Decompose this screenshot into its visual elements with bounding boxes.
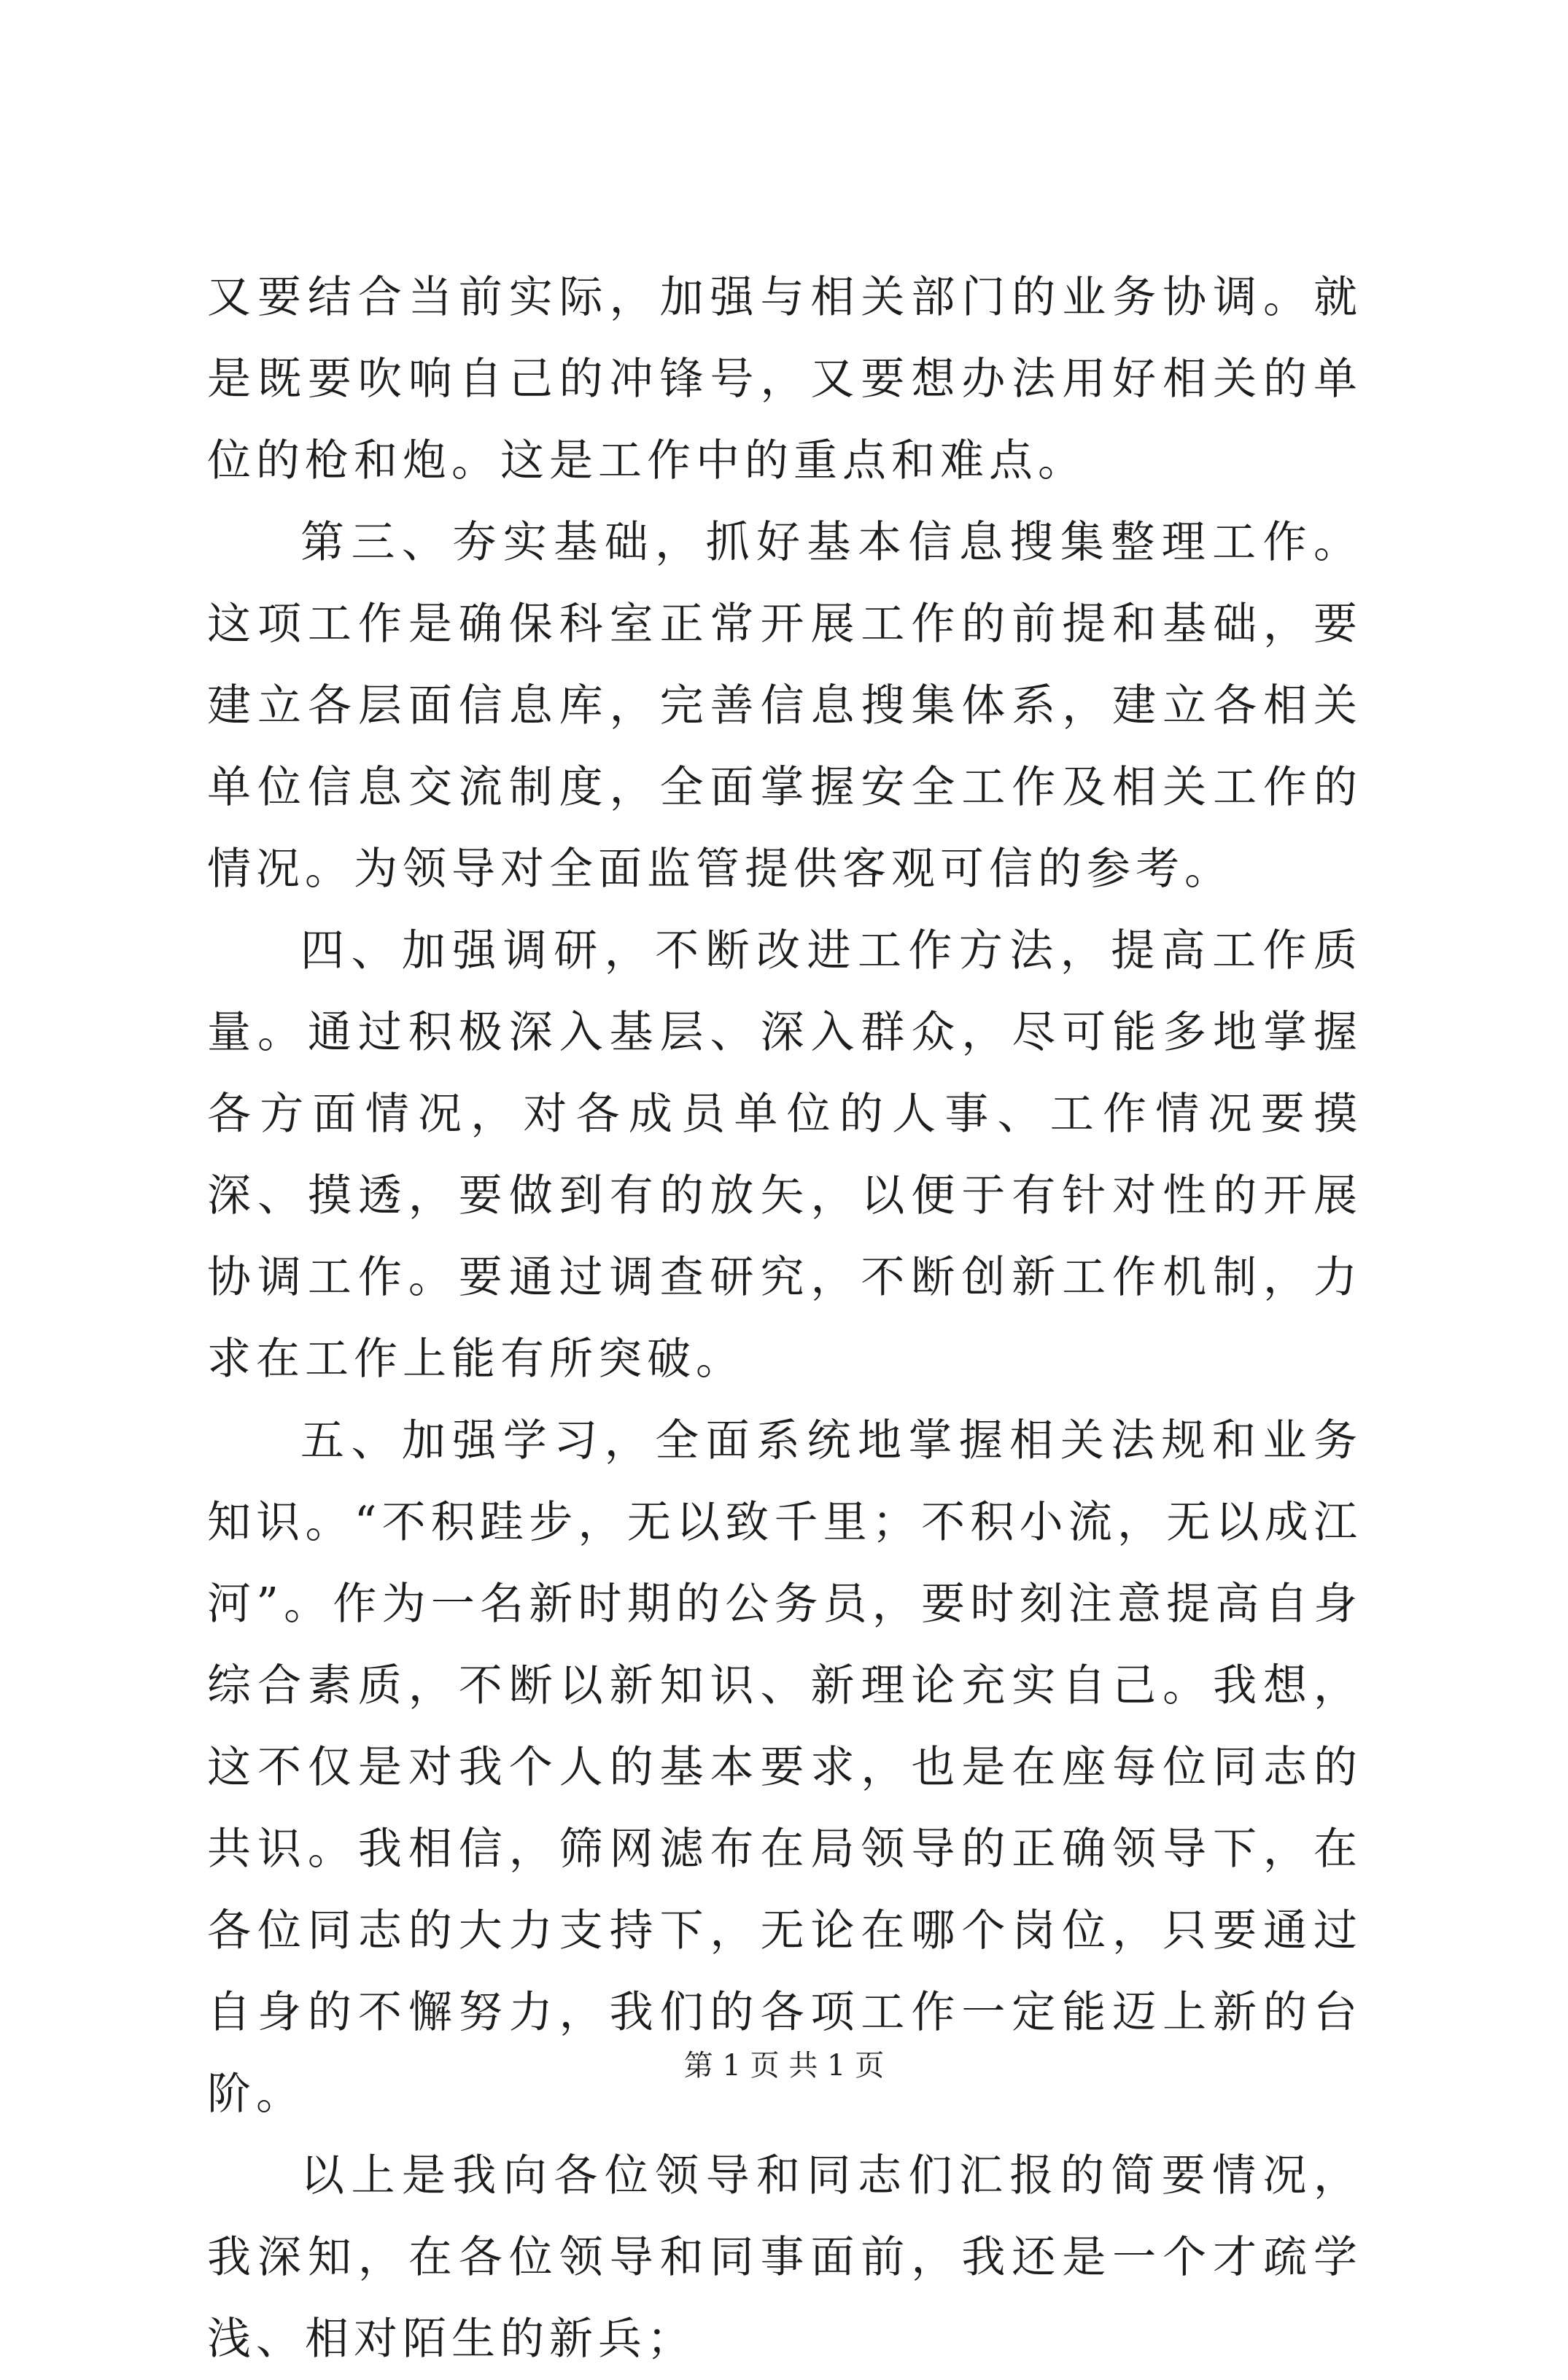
page-footer: 第 1 页 共 1 页 (683, 2049, 885, 2082)
paragraph-1: 又要结合当前实际，加强与相关部门的业务协调。就是既要吹响自己的冲锋号，又要想办法用好相关的单位的枪和炮。这是工作中的重点和难点。 (207, 272, 1362, 486)
paragraph-2: 第三、夯实基础，抓好基本信息搜集整理工作。这项工作是确保科室正常开展工作的前提和基础，要建立各层面信息库，完善信息搜集体系，建立各相关单位信息交流制度，全面掌握安全工作及相关工作的情况。为领导对全面监管提供客观可信的参考。 (207, 517, 1362, 895)
paragraph-3: 四、加强调研，不断改进工作方法，提高工作质量。通过积极深入基层、深入群众，尽可能多地掌握各方面情况，对各成员单位的人事、工作情况要摸深、摸透，要做到有的放矢，以便于有针对性的开展协调工作。要通过调查研究，不断创新工作机制，力求在工作上能有所突破。 (207, 925, 1362, 1385)
paragraph-4: 五、加强学习，全面系统地掌握相关法规和业务知识。“不积跬步，无以致千里；不积小流，无以成江河”。作为一名新时期的公务员，要时刻注意提高自身综合素质，不断以新知识、新理论充实自己。我想，这不仅是对我个人的基本要求，也是在座每位同志的共识。我相信，筛网滤布在局领导的正确领导下，在各位同志的大力支持下，无论在哪个岗位，只要通过自身的不懈努力，我们的各项工作一定能迈上新的台阶。 (207, 1415, 1362, 2120)
paragraph-5: 以上是我向各位领导和同志们汇报的简要情况，我深知，在各位领导和同事面前，我还是一个才疏学浅、相对陌生的新兵； (207, 2150, 1362, 2365)
